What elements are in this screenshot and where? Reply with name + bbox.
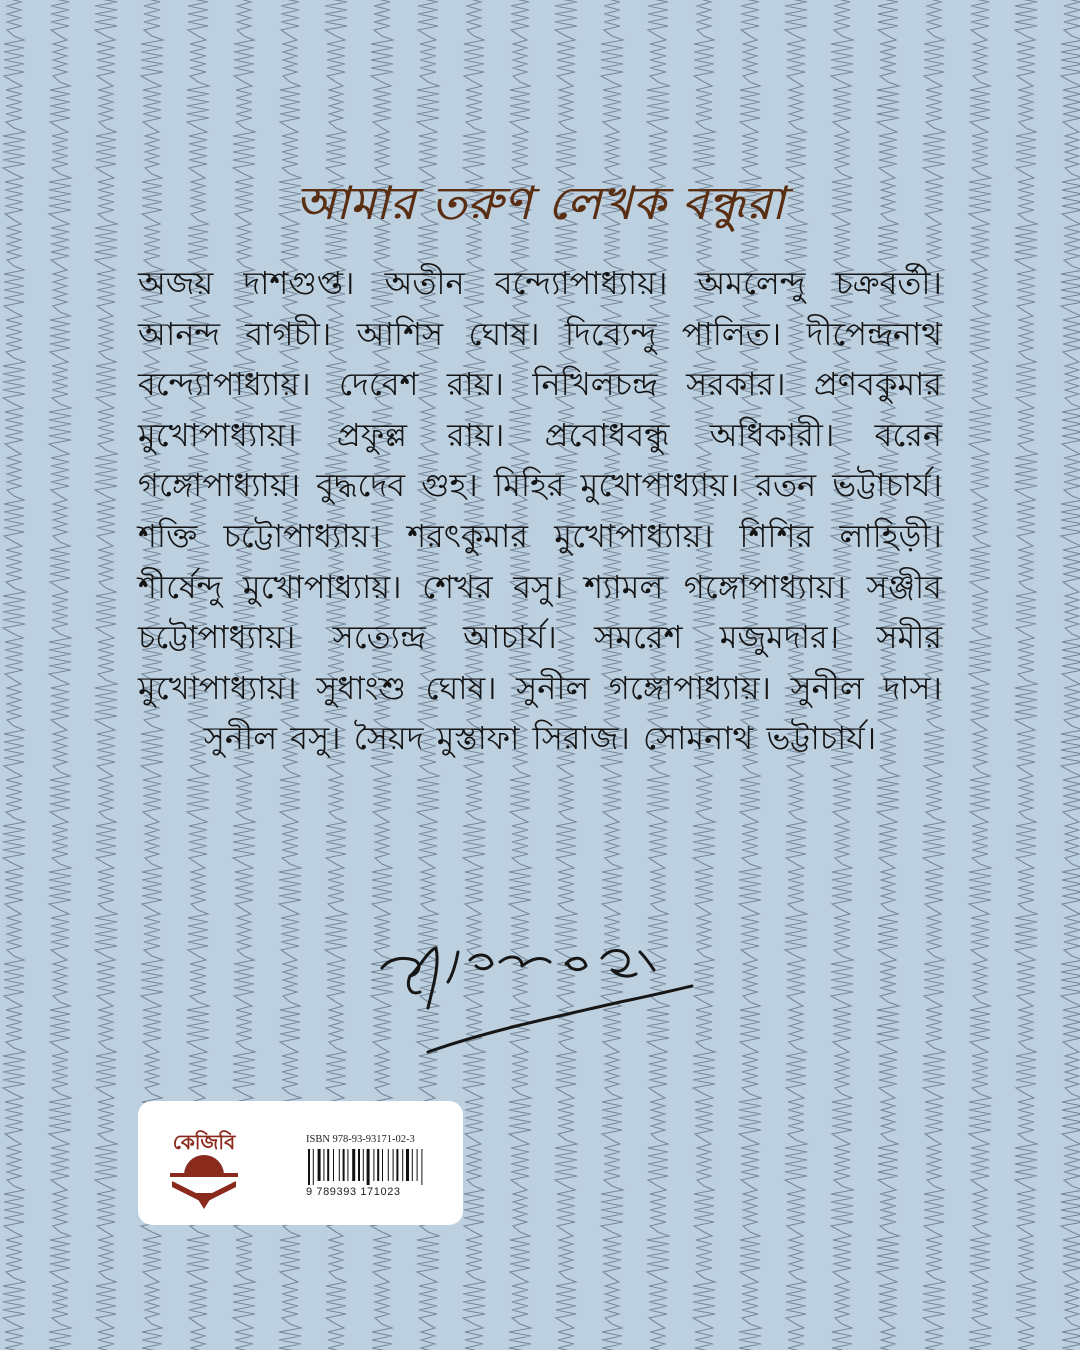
barcode-bar (382, 1149, 383, 1181)
barcode-bar (421, 1149, 422, 1185)
barcode-bar (323, 1149, 324, 1181)
barcode-bar (347, 1149, 348, 1181)
barcode-bar (318, 1149, 321, 1181)
barcode-bar (363, 1149, 364, 1181)
barcode-bar (373, 1149, 374, 1181)
authors-list: অজয় দাশগুপ্ত। অতীন বন্দ্যোপাধ্যায়। অমলেন্দু চক্রবর্তী। আনন্দ বাগচী। আশিস ঘোষ। দিব্যেন্দু পালিত। দীপেন্দ্রনাথ বন্দ্যোপাধ্যায়। দেবেশ রায়। নিখিলচন্দ্র সরকার। প্রণবকুমার মুখোপাধ্যায়। প্রফুল্ল রায়। প্রবোধবন্ধু অধিকারী। বরেন গঙ্গোপাধ্যায়। বুদ্ধদেব গুহ। মিহির মুখোপাধ্যায়। রতন ভট্টাচার্য। শক্তি চট্টোপাধ্যায়। শরৎকুমার মুখোপাধ্যায়। শিশির লাহিড়ী। শীর্ষেন্দু মুখোপাধ্যায়। শেখর বসু। শ্যামল গঙ্গোপাধ্যায়। সঞ্জীব চট্টোপাধ্যায়। সত্যেন্দ্র আচার্য। সমরেশ মজুমদার। সমীর মুখোপাধ্যায়। সুধাংশু ঘোষ। সুনীল গঙ্গোপাধ্যায়। সুনীল দাস। সুনীল বসু। সৈয়দ মুস্তাফা সিরাজ। সোমনাথ ভট্টাচার্য। (138, 264, 942, 758)
svg-text:কেজিবি: কেজিবি (172, 1130, 236, 1154)
barcode-bar (402, 1149, 403, 1181)
barcode-bar (358, 1149, 360, 1181)
barcode-bar (412, 1149, 413, 1181)
publisher-logo-icon (164, 1123, 244, 1211)
barcode-bar (396, 1149, 398, 1181)
barcode-bar (327, 1149, 329, 1181)
barcode-bar (339, 1149, 340, 1181)
barcode-bar (393, 1149, 394, 1181)
cover-title: আমার তরুণ লেখক বন্ধুরা (294, 176, 786, 230)
barcode-bar (352, 1149, 355, 1181)
barcode-bar (333, 1149, 334, 1181)
barcode-bar (388, 1149, 389, 1181)
barcode-bar (377, 1149, 379, 1181)
barcode-bar (313, 1149, 314, 1185)
barcode (306, 1149, 456, 1185)
barcode-bar (417, 1149, 418, 1181)
barcode-digits: 9 789393 171023 (306, 1186, 401, 1198)
isbn-number: ISBN 978-93-93171-02-3 (306, 1134, 415, 1145)
barcode-bar (406, 1149, 409, 1181)
barcode-bar (343, 1149, 345, 1181)
isbn-label-card (138, 1101, 463, 1225)
barcode-bar (308, 1149, 310, 1185)
author-signature (370, 930, 710, 1070)
barcode-bar (367, 1149, 370, 1185)
